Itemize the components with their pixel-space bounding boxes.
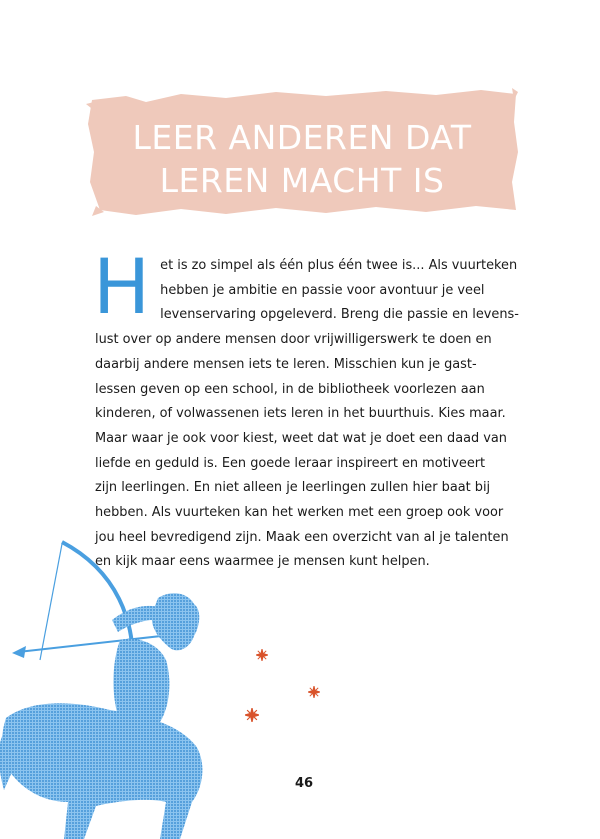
- arrowhead-icon: [12, 646, 26, 658]
- body-line: zijn leerlingen. En niet alleen je leerlingen zullen hier baat bij: [95, 480, 491, 496]
- title-banner: [86, 82, 518, 218]
- drop-cap: H: [93, 242, 151, 331]
- body-line: et is zo simpel als één plus één twee is... Als vuurteken: [160, 258, 518, 273]
- body-line: hebben. Als vuurteken kan het werken met een groep ook voor: [95, 505, 504, 521]
- body-line: liefde en geduld is. Een goede leraar inspireert en motiveert: [95, 455, 486, 471]
- body-line: levenservaring opgeleverd. Breng die passie en levens-: [160, 307, 519, 323]
- body-paragraph: [93, 242, 519, 575]
- archer-head: [152, 593, 200, 650]
- page-number: 46: [294, 776, 314, 791]
- body-line: lust over op andere mensen door vrijwilligerswerk te doen en: [95, 332, 492, 348]
- body-line: en kijk maar eens waarmee je mensen kunt helpen.: [95, 554, 430, 570]
- star-icon: [256, 649, 268, 661]
- body-line: jou heel bevredigend zijn. Maak een overzicht van al je talenten: [95, 529, 509, 545]
- bowstring: [40, 544, 62, 660]
- body-line: hebben je ambitie en passie voor avontuur je veel: [160, 282, 485, 298]
- body-line: daarbij andere mensen iets te leren. Misschien kun je gast-: [95, 356, 477, 372]
- centaur-horse-body: [2, 703, 202, 839]
- title-line-1: LEER ANDEREN DAT: [132, 118, 472, 157]
- title-line-2: LEREN MACHT IS: [159, 161, 445, 200]
- sagittarius-archer-illustration: [0, 540, 380, 839]
- star-icon: [245, 708, 259, 722]
- body-line: lessen geven op een school, in de bibliotheek voorlezen aan: [95, 381, 485, 397]
- page-title: [86, 116, 518, 202]
- body-line: Maar waar je ook voor kiest, weet dat wat je doet een daad van: [95, 430, 507, 446]
- body-line: kinderen, of volwassenen iets leren in het buurthuis. Kies maar.: [95, 406, 506, 422]
- star-icon: [308, 686, 320, 698]
